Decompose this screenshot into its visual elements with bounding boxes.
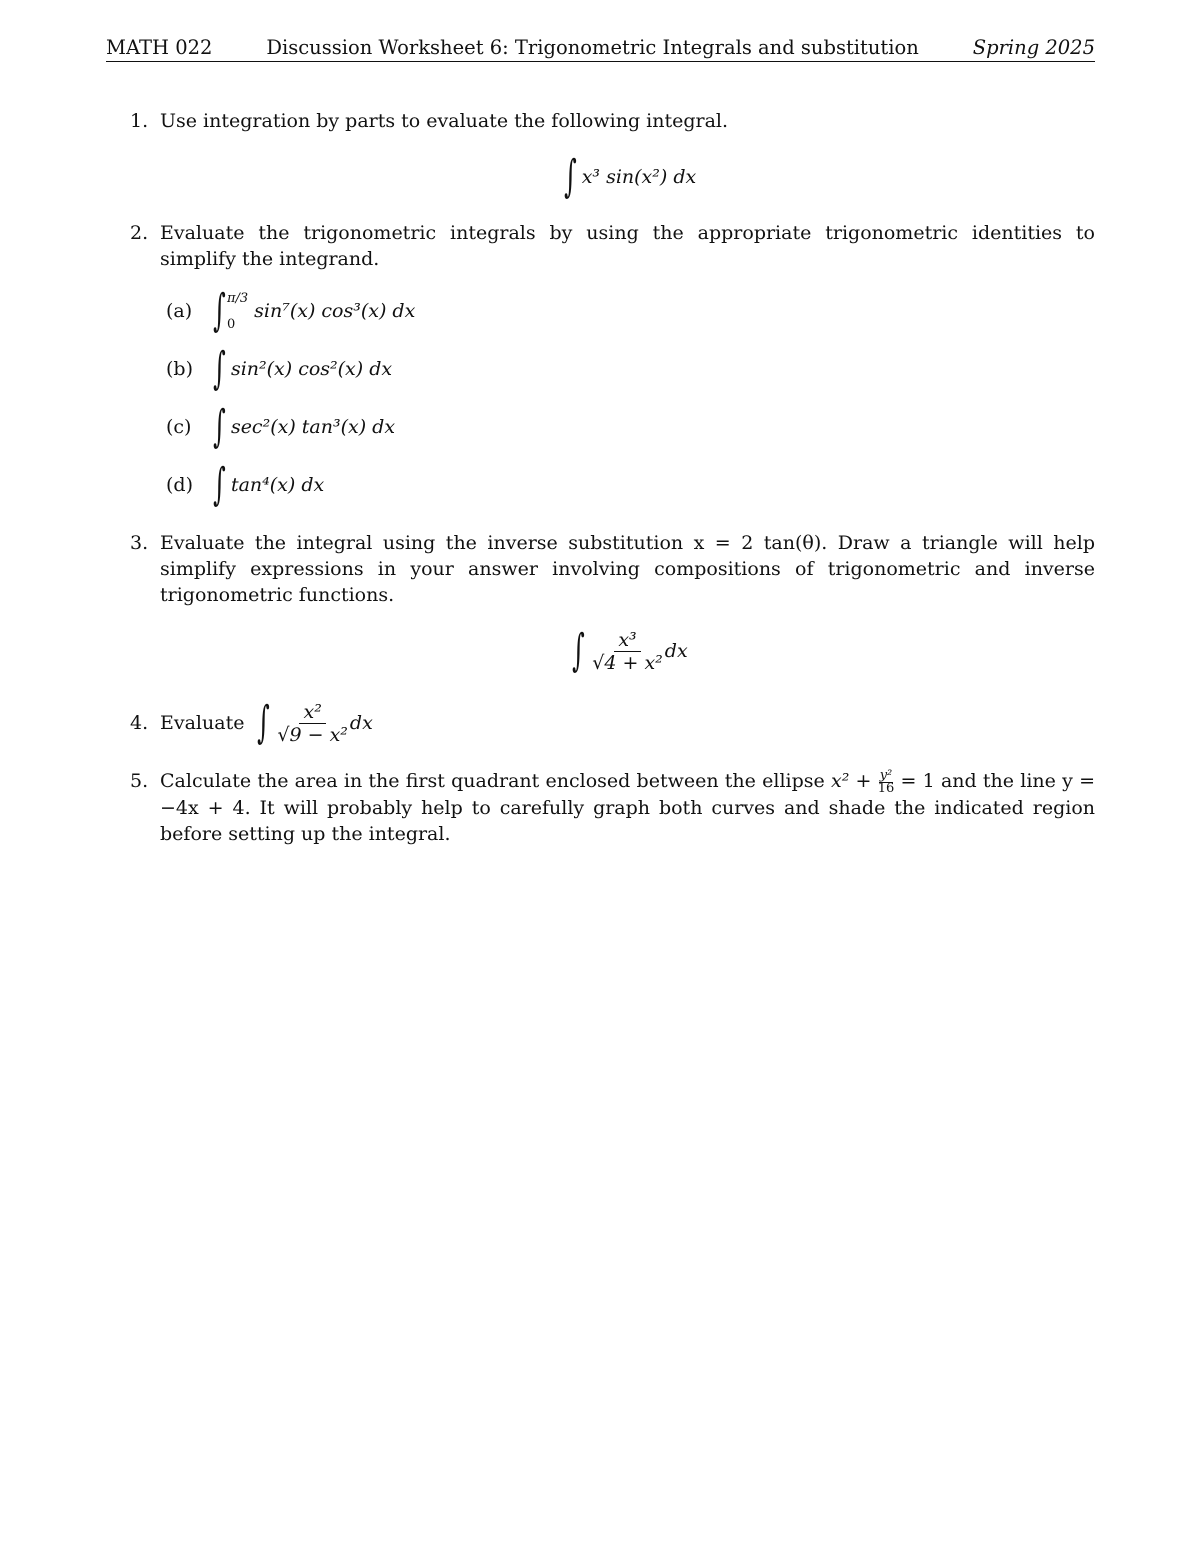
differential: dx bbox=[664, 640, 688, 662]
denominator: √4 + x² bbox=[592, 651, 663, 674]
page-header bbox=[106, 33, 1095, 62]
problem-text: Evaluate the trigonometric integrals by using the appropriate trigonometric identities to simplify the integrand. bbox=[160, 222, 1095, 270]
fraction bbox=[277, 701, 348, 746]
subproblem-d bbox=[160, 456, 1095, 514]
integral-sign: ∫ bbox=[213, 343, 226, 394]
problem-number: 1. bbox=[130, 110, 149, 132]
problem-text: Use integration by parts to evaluate the following integral. bbox=[160, 110, 729, 132]
upper-limit: π/3 bbox=[226, 291, 249, 306]
integral-sign: ∫ bbox=[563, 151, 577, 202]
problem-text: Evaluate the integral using the inverse substitution x = 2 tan(θ). Draw a triangle will help simplify expressions in your answer involving compositions of trigonometric and inverse trigonometric functions. bbox=[160, 532, 1095, 606]
integral-sign: ∫ bbox=[257, 697, 271, 748]
problem-number: 4. bbox=[130, 712, 149, 734]
integrand: sec²(x) tan³(x) dx bbox=[230, 416, 396, 438]
subproblem-label: (c) bbox=[166, 416, 192, 438]
differential: dx bbox=[349, 712, 373, 734]
ellipse-numerator: y² bbox=[879, 767, 893, 783]
problem-number: 5. bbox=[130, 770, 149, 792]
problem-number: 3. bbox=[130, 532, 149, 554]
subproblem-b bbox=[160, 340, 1095, 398]
lower-limit: 0 bbox=[226, 317, 236, 332]
course-code: MATH 022 bbox=[106, 36, 213, 59]
problem-text-start: Calculate the area in the first quadrant enclosed between the ellipse bbox=[160, 770, 825, 792]
problem-4 bbox=[130, 694, 1095, 752]
problem-lead: Evaluate bbox=[160, 712, 245, 734]
integral-limits bbox=[227, 286, 248, 336]
fraction bbox=[592, 629, 663, 674]
problem-text-end: = 1 and the line y = −4x + 4. It will probably help to carefully graph both curves and shade the indicated region before setting up the integral. bbox=[160, 770, 1095, 845]
subproblem-list bbox=[160, 282, 1095, 514]
term: Spring 2025 bbox=[972, 36, 1095, 59]
display-integral bbox=[160, 624, 1095, 678]
integral-sign: ∫ bbox=[213, 401, 226, 452]
integral-sign: ∫ bbox=[213, 459, 226, 510]
numerator: x² bbox=[299, 701, 325, 724]
numerator: x³ bbox=[614, 629, 640, 652]
integrand: sin⁷(x) cos³(x) dx bbox=[254, 300, 416, 322]
worksheet-title: Discussion Worksheet 6: Trigonometric Integrals and substitution bbox=[266, 36, 919, 59]
problem-5 bbox=[130, 768, 1095, 847]
ellipse-fraction bbox=[877, 767, 895, 796]
integral-sign: ∫ bbox=[213, 285, 226, 336]
subproblem-label: (d) bbox=[166, 474, 193, 496]
problem-3 bbox=[130, 530, 1095, 678]
ellipse-denominator: 16 bbox=[877, 780, 895, 796]
ellipse-lhs: x² + bbox=[831, 770, 872, 792]
problem-list bbox=[130, 108, 1095, 863]
problem-2 bbox=[130, 220, 1095, 514]
problem-number: 2. bbox=[130, 222, 149, 244]
display-integral bbox=[160, 150, 1095, 204]
denominator: √9 − x² bbox=[277, 723, 348, 746]
integral-expression: x³ sin(x²) dx bbox=[581, 166, 697, 188]
subproblem-label: (b) bbox=[166, 358, 193, 380]
integrand: tan⁴(x) dx bbox=[230, 474, 325, 496]
subproblem-c bbox=[160, 398, 1095, 456]
integral-sign: ∫ bbox=[572, 625, 586, 676]
integrand: sin²(x) cos²(x) dx bbox=[230, 358, 393, 380]
subproblem-a bbox=[160, 282, 1095, 340]
problem-1 bbox=[130, 108, 1095, 204]
subproblem-label: (a) bbox=[166, 300, 193, 322]
